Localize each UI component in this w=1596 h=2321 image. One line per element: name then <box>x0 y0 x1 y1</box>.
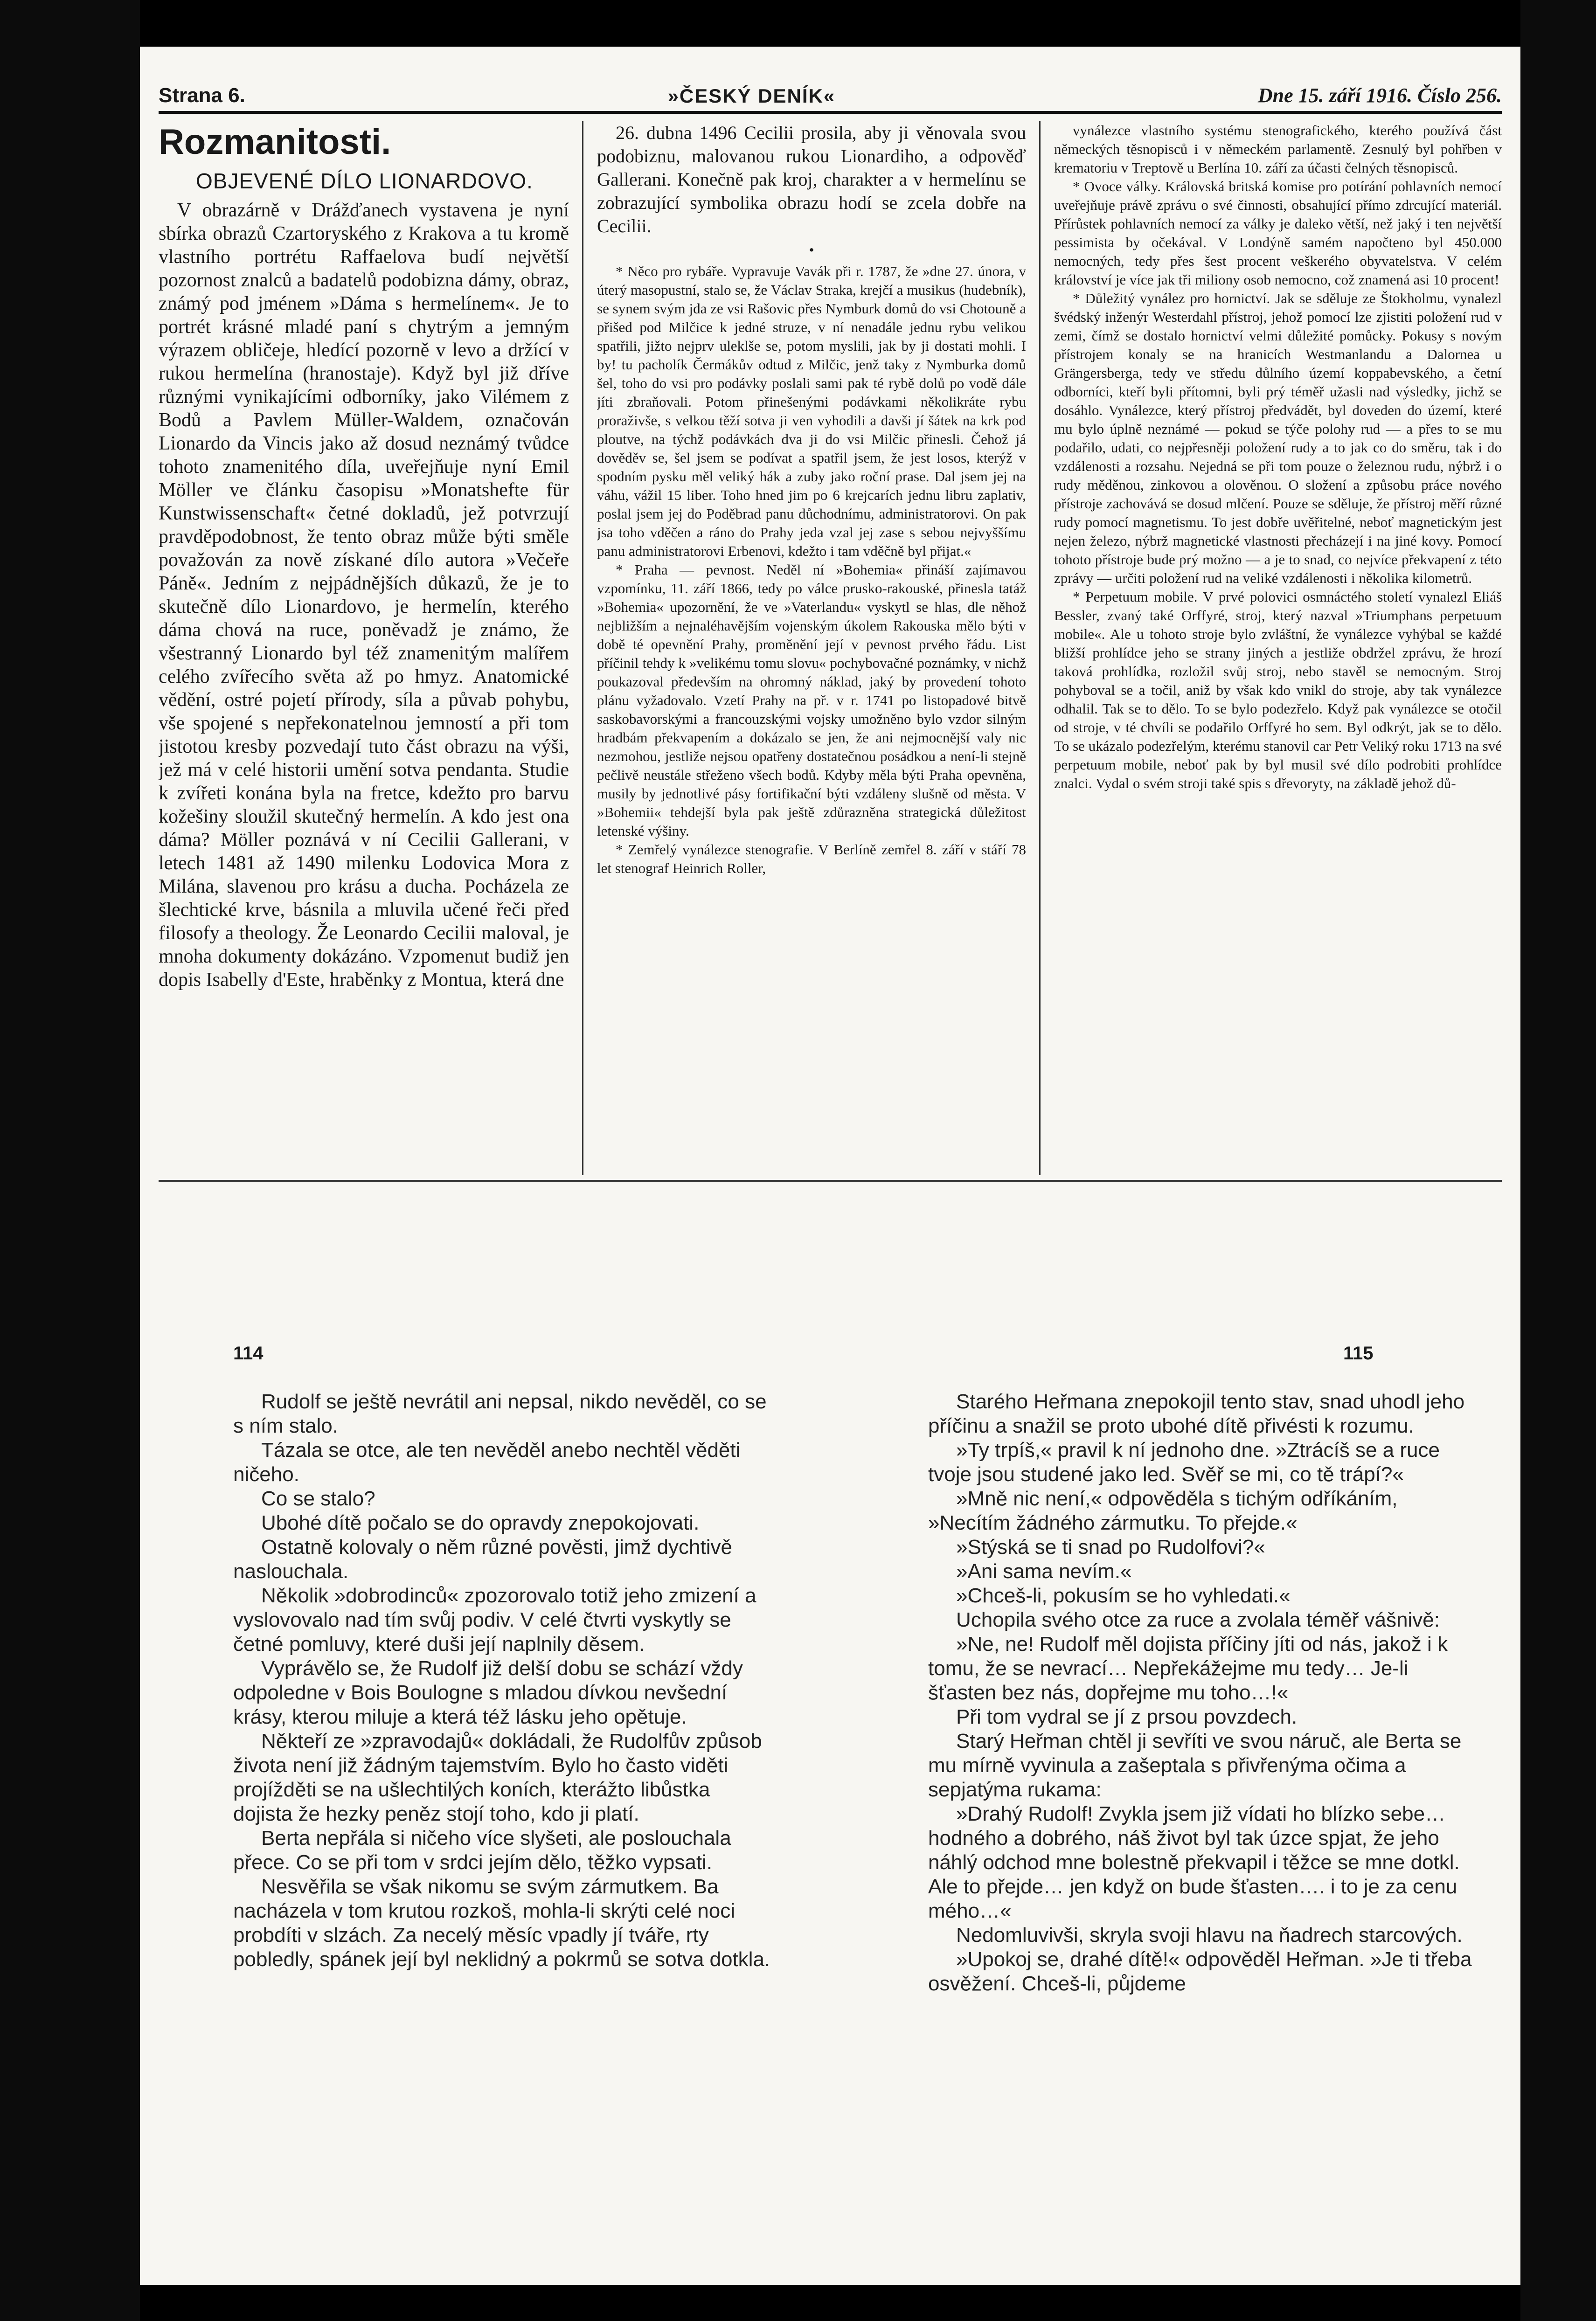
paragraph: * Praha — pevnost. Neděl ní »Bohemia« přináší zajímavou vzpomínku, 11. září 1866, tedy po válce prusko-rakouské, přinesla tatáž »Bohemia« upozornění, že ve »Vaterlandu« vyskytl se hlas, dle něhož nejbližším a nejnaléhavějším vojenským úkolem Rakouska mělo býti v době té opevnění Prahy, proměnění její v pevnost prvého řádu. List příčinil tehdy k »velikému tomu slovu« pochybovačné poznámky, v nichž poukazoval především na ohromný náklad, jaký by provedení tohoto plánu vyžadovalo. Vzetí Prahy na př. v r. 1741 po listopadové bitvě saskobavorskými a francouzskými vojsky umožněno bylo vzdor silným hradbám překvapením a dokázalo se jen, že ani nejmocnější valy nic nezmohou, jestliže nejsou opatřeny dostatečnou posádkou a není-li stejně pečlivě neustále střeženo všech bodů. Kdyby měla býti Praha opevněna, musily by jednotlivé pásy fortifikační býti vzdáleny slušně od města. V »Bohemii« tehdejší byla pak ještě zdůrazněna strategická důležitost letenské výšiny. <box>597 561 1026 839</box>
newspaper-title: »ČESKÝ DENÍK« <box>667 85 836 107</box>
paragraph: Starý Heřman chtěl ji sevříti ve svou náruč, ale Berta se mu mírně vyvinula a zašeptala s přivřenýma očima a sepjatýma rukama: <box>928 1730 1462 1801</box>
paragraph: Berta nepřála si ničeho více slyšeti, ale poslouchala přece. Co se při tom v srdci jejím dělo, těžko vypsati. <box>233 1827 731 1874</box>
book-page-number-right: 115 <box>1343 1343 1374 1364</box>
paragraph: Rudolf se ještě nevrátil ani nepsal, nikdo nevěděl, co se s ním stalo. <box>233 1390 767 1437</box>
column-2 <box>597 121 1026 1175</box>
paragraph: »Stýská se ti snad po Rudolfovi?« <box>956 1536 1265 1559</box>
paragraph: Několik »dobrodinců« zpozorovalo totiž jeho zmizení a vyslovovalo nad tím svůj podiv. V celé čtvrti vyskytly se četné pomluvy, které duši její naplnily děsem. <box>233 1584 756 1656</box>
paragraph: Při tom vydral se jí z prsou povzdech. <box>956 1705 1298 1728</box>
paragraph: Vyprávělo se, že Rudolf již delší dobu se schází vždy odpoledne v Bois Boulogne s mladou dívkou nevšední krásy, kterou miluje a která též lásku jeho opětuje. <box>233 1657 743 1728</box>
book-page-right <box>928 1390 1478 2229</box>
paragraph: »Upokoj se, drahé dítě!« odpověděl Heřman. »Je ti třeba osvěžení. Chceš-li, půjdeme <box>928 1948 1472 1995</box>
paragraph: Nesvěřila se však nikomu se svým zármutkem. Ba nacházela v tom krutou rozkoš, mohla-li skrýti celé noci probdíti v slzách. Za necelý měsíc vpadly jí tváře, rty pobledly, spánek její byl neklidný a pokrmů se sotva dotkla. <box>233 1875 770 1971</box>
paragraph: »Ani sama nevím.« <box>956 1560 1132 1583</box>
column-3 <box>1054 121 1502 1175</box>
page-label: Strana 6. <box>159 84 245 107</box>
newspaper-header <box>159 70 1502 114</box>
paragraph: * Perpetuum mobile. V prvé polovici osmnáctého století vynalezl Eliáš Bessler, zvaný také Orffyré, stroj, který nazval »Triumphans perpetuum mobile«. Ale u tohoto stroje bylo zvláštní, že vynálezce vyhýbal se každé bližší prohlídce jeho se strany jiných a jestliže obdržel zprávu, že hrozí taková prohlídka, rozložil svůj stroj, nebo stavěl se nemocným. Stroj pohyboval se a točil, aniž by však kdo vnikl do stroje, aby tak vynálezce odhalil. Tak se to dělo. To se bylo podezřelo. Když pak vynálezce se otočil od stroje, v té chvíli se podařilo Orffyré ho sem. Byl odkrýt, jak se to dělo. To se ukázalo podezřelým, kterému stanovil car Petr Veliký roku 1713 na své perpetuum mobile, neboť pak by byl musil své dílo podrobiti prohlídce znalci. Vydal o svém stroji také spis s dřevoryty, na základě jehož dů- <box>1054 589 1502 791</box>
column-divider <box>582 121 583 1175</box>
paragraph: »Drahý Rudolf! Zvykla jsem již vídati ho blízko sebe… hodného a dobrého, náš život byl tak úzce spjat, že jeho náhlý odchod mne bolestně překvapil i těžce se mne dotkl. Ale to přejde… jen když on bude šťasten…. i to je za cenu mého…« <box>928 1802 1460 1922</box>
paragraph: Někteří ze »zpravodajů« dokládali, že Rudolfův způsob života není již žádným tajemstvím. Bylo ho často viděti projížděti se na ušlechtilých koních, kterážto libůstka dojista že hezky peněz stojí toho, kdo ji platí. <box>233 1730 762 1825</box>
paragraph: »Ne, ne! Rudolf měl dojista příčiny jíti od nás, jakož i k tomu, že se nevrací… Nepřekážejme mu tedy… Je-li šťasten bez nás, dopřejme mu toho…!« <box>928 1633 1448 1704</box>
paragraph: Tázala se otce, ale ten nevěděl anebo nechtěl věděti ničeho. <box>233 1439 741 1486</box>
paragraph: * Důležitý vynález pro hornictví. Jak se sděluje ze Štokholmu, vynalezl švédský inženýr Westerdahl přístroj, jehož pomocí lze zjistiti položení rud v zemi, čímž se dostalo hornictví velmi důležité pomůcky. Pokusy s novým přístrojem konaly se na hranicích Westmanlandu a Dalornea u Grängersberga, tedy ve středu důlního území koppabevského, a četní odborníci, kteří byli přítomni, byli prý téměř užasli nad výsledky, jichž se dosáhlo. Vynálezce, který přístroj předvádět, byl doveden do území, které mu bylo úplně neznámé — pokud se týče polohy rud — a přes to se mu podařilo, udati, co nejpřesněji položení rudy a to jak co do směru, tak i do vzdálenosti a rozsahu. Nejedná se při tom pouze o železnou rudu, nýbrž i o rudy měděnou, zinkovou a olověnou. O složení a způsobu práce nového přístroje zachovává se dosud mlčení. Pouze se sděluje, že přístroj měří různé rudy pomocí magnetismu. To jest dobře uvěřitelné, neboť magnetickým jest nejen železo, nýbrž magnetické vlastnosti přecházejí i na jiné kovy. Pomocí tohoto přístroje bude prý možno — a je to snad, co nejvíce překvapení z této zprávy — určiti položení rud na veliké vzdálenosti i několika kilometrů. <box>1054 290 1502 586</box>
paragraph: Nedomluvivši, skryla svoji hlavu na ňadrech starcových. <box>956 1924 1463 1947</box>
separator-dot: • <box>809 242 814 258</box>
scan-border-left <box>0 0 140 2321</box>
scan-border-right <box>1520 0 1596 2321</box>
newspaper-sheet <box>140 47 1520 2285</box>
bottom-rule <box>159 1180 1502 1182</box>
paragraph: Uchopila svého otce za ruce a zvolala téměř vášnivě: <box>956 1608 1440 1631</box>
column-divider <box>1039 121 1041 1175</box>
paragraph: vynálezce vlastního systému stenografického, kterého používá část německých těsnopisců i v německém parlamentě. Zesnulý byl pohřben v krematoriu v Treptově u Berlína 10. září za účasti čelných těsnopisců. <box>1054 122 1502 176</box>
paragraph: V obrazárně v Drážďanech vystavena je nyní sbírka obrazů Czartoryského z Krakova a tu kromě vlastního portrétu Raffaelova budí největší pozornost znalců a badatelů podobizna dámy, obraz, známý pod jménem »Dáma s hermelínem«. Je to portrét krásné mladé paní s chytrým a jemným výrazem obličeje, hledící pozorně v levo a držící v rukou hermelína (hranostaje). Když byl již dříve různými vynikajícími odborníky, jako Vilémem z Bodů a Pavlem Müller-Waldem, označován Lionardo da Vincis jako až dosud neznámý tvůdce tohoto znamenitého díla, uveřejňuje nyní Emil Möller ve článku časopisu »Monatshefte für Kunstwissenschaft« četné dokladů, jež potvrzují pravděpodobnost, že tento obraz může býti směle považován za nově získané dílo autora »Večeře Páně«. Jedním z nejpádnějších důkazů, že je to skutečně dílo Lionardovo, je hermelín, kterého dáma chová na ruce, poněvadž je známo, že všestranný Lionardo byl též znamenitým malířem celého zvířecího světa až po hmyz. Anatomické vědění, ostré pojetí přírody, síla a půvab pohybu, vše spojené s nepřekonatelnou jemností a při tom jistotou kresby pozvedají tuto část obrazu na výši, jež má v celé historii umění sotva pendanta. Studie k zvířeti konána byla na fretce, kdežto pro barvu kožešiny sloužil skutečný hermelín. A kdo jest ona dáma? Möller poznává v ní Cecilii Gallerani, v letech 1481 až 1490 milenku Lodovica Mora z Milána, slavenou pro krásu a ducha. Pocházela ze šlechtické krve, básnila a mluvila učené řeči před filosofy a theology. Že Leonardo Cecilii maloval, je mnoha dokumenty dokázáno. Vzpomenut budiž jen dopis Isabelly d'Este, hraběnky z Montua, která dne <box>159 200 569 991</box>
section-title: Rozmanitosti. <box>159 122 391 162</box>
issue-date: Dne 15. září 1916. Číslo 256. <box>1257 84 1502 107</box>
paragraph: Co se stalo? <box>261 1487 375 1510</box>
paragraph: »Chceš-li, pokusím se ho vyhledati.« <box>956 1584 1291 1607</box>
paragraph: Ostatně kolovaly o něm různé pověsti, jimž dychtivě naslouchala. <box>233 1536 733 1583</box>
paragraph: * Zemřelý vynálezce stenografie. V Berlíně zemřel 8. září v stáří 78 let stenograf Heinrich Roller, <box>597 841 1026 876</box>
paragraph: * Ovoce války. Královská britská komise pro potírání pohlavních nemocí uveřejňuje právě zprávu o své činnosti, obsahující přímo zdrcující materiál. Přírůstek pohlavních nemocí za války je daleko větší, než jaký i ten největší pessimista by očekával. V Londýně samém napočteno byl 450.000 nemocných, tedy přes šest procent veškerého obyvatelstva. V celém království je více jak tři miliony osob nemocno, což znamená asi 10 procent! <box>1054 178 1502 288</box>
paragraph: »Mně nic není,« odpověděla s tichým odříkáním, »Necítím žádného zármutku. To přejde.« <box>928 1487 1398 1534</box>
paragraph: »Ty trpíš,« pravil k ní jednoho dne. »Ztrácíš se a ruce tvoje jsou studené jako led. Svěř se mi, co tě trápí?« <box>928 1439 1440 1486</box>
paragraph: 26. dubna 1496 Cecilii prosila, aby ji věnovala svou podobiznu, malovanou rukou Lionardiho, a odpověď Gallerani. Konečně pak kroj, charakter a v hermelínu se zobrazující symbolika obrazu hodí se zcela dobře na Cecilii. <box>597 122 1026 236</box>
paragraph: Starého Heřmana znepokojil tento stav, snad uhodl jeho příčinu a snažil se proto ubohé dítě přivésti k rozumu. <box>928 1390 1465 1437</box>
column-1 <box>159 121 569 1175</box>
book-page-number-left: 114 <box>233 1343 264 1364</box>
paragraph: Ubohé dítě počalo se do opravdy znepokojovati. <box>261 1511 700 1534</box>
paragraph: * Něco pro rybáře. Vypravuje Vavák při r. 1787, že »dne 27. února, v úterý masopustní, stalo se, že Václav Straka, krejčí a musikus (hudebník), se synem svým jda ze vsi Rašovic přes Nymburk domů do vsi Chotouně a přišed pod Milčice k jedné struze, v ní nenadále jednu rybu velikou spatřili, jižto nejprv uleklše se, potom myslili, jak by ji dostati mohli. I by! tu pacholík Čermákův odtud z Milčic, jenž taky z Nymburka domů šel, toho do vsi pro podávky poslali sami pak té rybě dolů po vodě dále jíti zbraňovali. Potom přinešenými podávkami několikráte rybu proraživše, s velkou těží sotva ji ven vyhodili a davši jí šátek na krk pod ploutve, na týchž podávkách dva ji do vsi Milčic přinesli. Čehož já dověděv se, šel jsem se podívat a spatřil jsem, že jest losos, kterýž v spodním pysku měl veliký hák a zuby jako roční prase. Dal jsem jej na váhu, vážil 15 liber. Toho hned jim po 6 krejcarích jednu libru zaplativ, poslal jsem jej do Poděbrad panu důchodnímu, administratorovi. On pak jsa toho vděčen a ráno do Prahy jeda vzal jej zase s sebou nejvyššímu panu administratorovi Erbenovi, kdežto i tam vděčně byl přijat.« <box>597 263 1026 559</box>
article-title: OBJEVENÉ DÍLO LIONARDOVO. <box>196 169 533 193</box>
book-page-left <box>233 1390 774 2229</box>
